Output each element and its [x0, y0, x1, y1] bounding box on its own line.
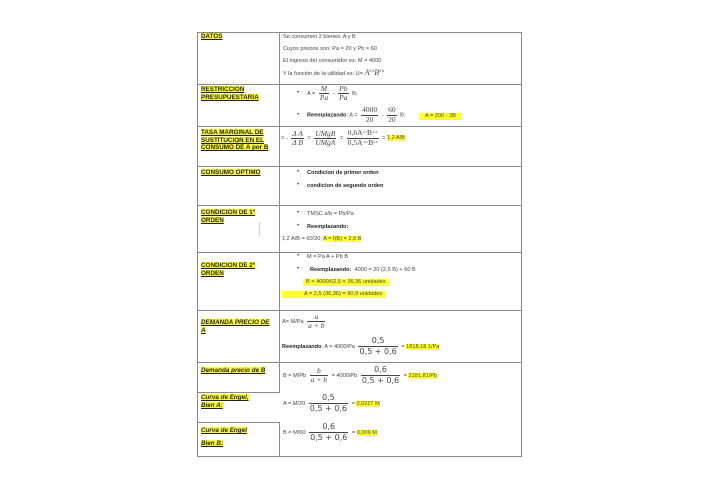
row-label: Demanda precio de B [201, 367, 266, 374]
row-condicion-2 [197, 252, 521, 310]
list-item: Condicion de primer orden [307, 170, 379, 176]
demand-a-formula: A= M/Pa $\frac{a}{a + b}$ [282, 312, 325, 331]
demand-a-result: 1818,18 1/Pa [406, 343, 440, 350]
bullet: • [297, 112, 300, 118]
mrs-equation: = - $\frac{\text{Δ A}}{\text{Δ B}}$ = $\frac{\text{UMgB}}{\text{UMgA}}$ = $\frac{0,6A^{0,5}B^{-0,4}}{0,5A^{-0,5}B^{0,6}}$ = 1,2 A/B [281, 128, 405, 147]
table-bottom-border [197, 456, 522, 457]
text-line: Se consumen 2 bienes: A y B [283, 34, 356, 40]
row-datos [197, 32, 521, 84]
list-item: condicion de segundo orden [307, 183, 384, 189]
row-label: CONSUMO OPTIMO [201, 169, 261, 176]
engel-b-result: 0,009 M [356, 430, 377, 436]
row-engel-a [197, 392, 521, 422]
text-line: Cuyos precios son: Pa = 20 y Pb = 60 [283, 46, 377, 52]
row-label: CONDICION DE 2º ORDEN [201, 262, 256, 277]
budget-equation: A = $\frac{M}{Pa}$ - $\frac{Pb}{Pa}$ B; [307, 84, 358, 102]
bullet: • [297, 210, 300, 216]
budget-result: A = 200 - 3B [419, 113, 462, 120]
row-tasa-marginal [197, 126, 521, 166]
row-consumo-optimo [197, 166, 521, 205]
row-label: DEMANDA PRECIO DE A [201, 319, 270, 334]
row-demanda-b [197, 362, 521, 392]
bullet: • [297, 182, 300, 188]
row-restriccion [197, 84, 521, 126]
row-label: RESTRICCION PRESUPUESTARIA [201, 86, 259, 101]
list-item: Reemplazando: [307, 224, 349, 230]
result-b: B = 4000/62,5 = 36,36 unidades [303, 279, 389, 286]
demand-b-result: 2181,81/Pb [408, 373, 438, 379]
engel-a-formula: A = M/20 $\frac{0,5}{0,5 + 0,6}$ = 0,0227 M [283, 393, 380, 414]
engel-a-result: 0,0227 M [356, 401, 380, 407]
text-line: El ingreso del consumidor es: M = 4000 [283, 58, 382, 64]
engel-b-formula: B = M/60 $\frac{0,6}{0,5 + 0,6}$ = 0,009 M [283, 422, 377, 443]
bullet: • [297, 169, 300, 175]
row-label: CONDICION DE 1º ORDEN [201, 209, 256, 224]
row-label: Curva de Engel Bien B: [201, 427, 247, 447]
list-item: TMSC a/b = Pb/Pa [307, 211, 354, 217]
table-right-border [521, 32, 522, 456]
first-order-result-line: 1,2 A/B = 60/20; A = f(B) = 2,5 B [282, 236, 362, 242]
bullet: • [297, 253, 300, 259]
list-item: M = Pa A + Pb B [307, 254, 349, 260]
demand-b-formula: B = M/Pb $\frac{b}{a + b}$ = 4000/Pb $\frac{0,6}{0,5 + 0,6}$ = 2181,81/Pb [283, 365, 438, 386]
row-condicion-1 [197, 205, 521, 252]
row-engel-b [197, 422, 521, 456]
row-label: DATOS [201, 33, 223, 40]
utility-function: Y la función de la utilidad es: $U= A^{0,5}B^{0,6}$ [283, 68, 385, 77]
row-demanda-a [197, 310, 521, 362]
bullet: • [297, 266, 300, 272]
bullet: • [297, 90, 300, 96]
bullet: • [297, 223, 300, 229]
mrs-result: 1,2 A/B [386, 135, 405, 142]
list-item: Reemplazando: 4000 = 20 (2,5 B) + 60 B [310, 267, 416, 273]
row-label: Curva de Engel, Bien A: [201, 394, 249, 409]
result-a: A = 2,5 (36,36) = 90,9 unidades [282, 291, 385, 298]
row-label: TASA MARGINAL DE SUSTITUCION EN EL CONSUMO DE A por B [201, 129, 269, 151]
demand-a-substitution: Reemplazando: A = 4000/Pa $\frac{0,5}{0,5 + 0,6}$ = 1818,18 1/Pa [282, 336, 440, 356]
budget-substitution: Reemplazando: A = $\frac{4000}{20}$ - $\frac{60}{20}$ B; [307, 105, 406, 124]
first-order-result: A = f(B) = 2,5 B [323, 236, 362, 242]
